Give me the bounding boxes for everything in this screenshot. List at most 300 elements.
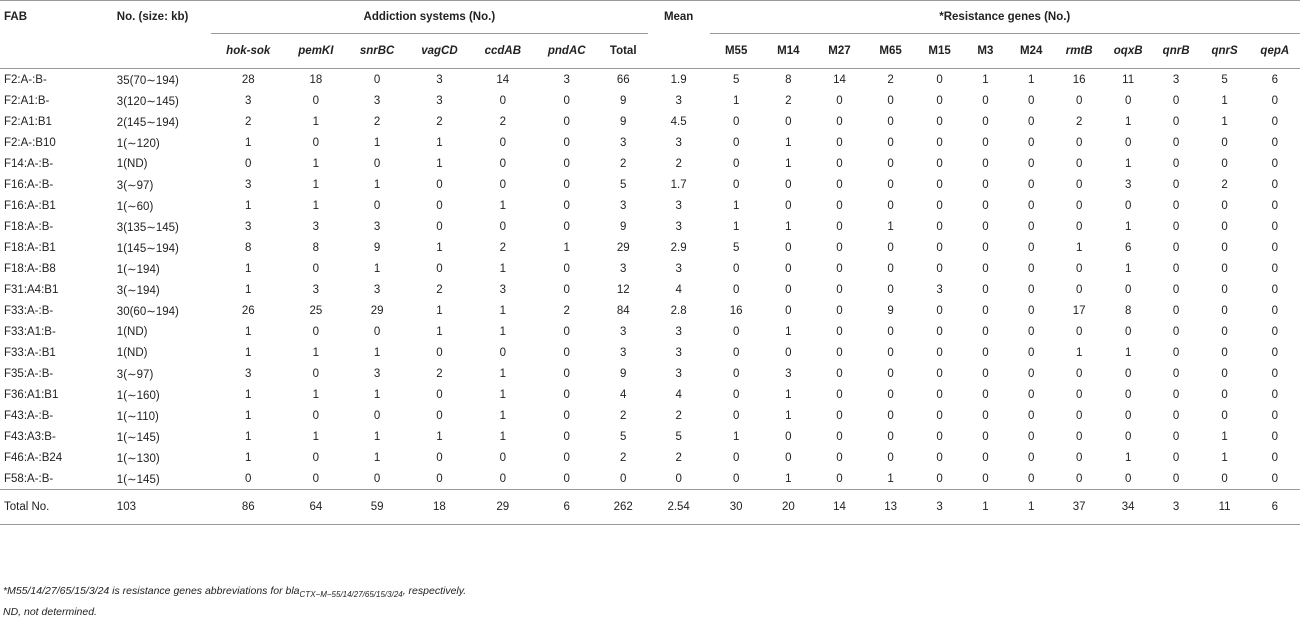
cell-addiction: 0 [499,220,506,233]
cell-mean: 2.9 [670,241,687,254]
cell-resistance: 1 [732,430,740,443]
cell-resistance: 0 [732,388,740,401]
header-resistance-M24: M24 [1008,34,1055,69]
cell-mean: 2 [675,451,682,464]
cell-mean: 3 [675,199,682,212]
cell-fab: F33:A-:B- [4,304,54,317]
cell-resistance: 0 [936,178,943,191]
cell-resistance: 0 [732,283,740,296]
cell-resistance: 0 [1028,283,1035,296]
cell-resistance: 0 [785,283,792,296]
cell-resistance: 0 [785,115,792,128]
cell-resistance: 0 [887,325,894,338]
cell-resistance: 0 [836,325,843,338]
cell-total: 9 [620,94,627,107]
cell-no: 3(∼97) [116,368,154,381]
cell-resistance: 0 [836,472,843,485]
cell-addiction: 3 [373,220,381,233]
cell-resistance: 0 [1124,136,1132,149]
cell-addiction: 1 [245,199,252,212]
cell-resistance: 0 [1075,325,1083,338]
cell-resistance: 0 [1172,199,1180,212]
cell-addiction: 0 [312,472,320,485]
cell-resistance: 0 [1075,388,1083,401]
cell-resistance: 0 [1028,325,1035,338]
cell-total: 66 [616,73,630,86]
cell-resistance: 3 [1172,73,1180,86]
cell-resistance: 0 [836,136,843,149]
cell-mean: 2 [675,409,682,422]
cell-resistance: 6 [1124,241,1132,254]
totals-total: 262 [599,490,648,525]
cell-resistance: 8 [785,73,792,86]
cell-resistance: 0 [1124,325,1132,338]
cell-resistance: 11 [1122,73,1135,86]
cell-resistance: 0 [1028,472,1035,485]
cell-resistance: 1 [1221,430,1228,443]
totals-row [0,490,1300,525]
cell-addiction: 0 [563,430,570,443]
totals-addiction: 86 [211,490,286,525]
totals-no: 103 [111,490,211,525]
cell-resistance: 0 [1271,241,1278,254]
cell-resistance: 0 [982,157,989,170]
cell-resistance: 0 [1221,409,1228,422]
cell-resistance: 0 [936,199,943,212]
header-resistance-qnrS: qnrS [1200,34,1250,69]
cell-no: 3(135∼145) [116,221,179,234]
header-resistance-M27: M27 [814,34,865,69]
cell-addiction: 1 [312,178,320,191]
cell-resistance: 0 [1221,220,1228,233]
header-mean: Mean [648,1,710,34]
cell-fab: F35:A-:B- [4,367,54,380]
cell-addiction: 0 [436,262,443,275]
cell-resistance: 0 [887,451,894,464]
cell-fab: F18:A-:B- [4,220,54,233]
cell-addiction: 1 [373,451,381,464]
cell-resistance: 0 [785,262,792,275]
cell-resistance: 0 [1172,262,1180,275]
cell-resistance: 0 [982,262,989,275]
cell-mean: 1.7 [670,178,687,191]
cell-resistance: 0 [1075,220,1083,233]
cell-resistance: 0 [936,262,943,275]
cell-addiction: 1 [499,388,506,401]
cell-resistance: 0 [1271,157,1278,170]
cell-addiction: 1 [312,346,320,359]
cell-resistance: 0 [836,262,843,275]
cell-resistance: 0 [1028,94,1035,107]
cell-total: 4 [620,388,627,401]
cell-resistance: 8 [1124,304,1132,317]
cell-addiction: 0 [499,178,506,191]
cell-resistance: 2 [1221,178,1228,191]
table-row [0,468,1300,490]
cell-resistance: 0 [732,136,740,149]
table-row [0,342,1300,363]
cell-resistance: 0 [785,304,792,317]
cell-addiction: 3 [245,220,252,233]
cell-total: 2 [620,157,627,170]
cell-no: 1(∼120) [116,137,160,150]
cell-addiction: 1 [373,136,381,149]
cell-addiction: 0 [563,178,570,191]
cell-resistance: 0 [732,157,740,170]
table-row [0,195,1300,216]
cell-resistance: 0 [836,451,843,464]
cell-resistance: 0 [836,115,843,128]
cell-mean: 3 [675,346,682,359]
cell-resistance: 0 [836,304,843,317]
cell-resistance: 1 [1075,346,1083,359]
cell-addiction: 0 [499,157,506,170]
cell-total: 3 [620,262,627,275]
cell-mean: 3 [675,220,682,233]
header-resistance-rmtB: rmtB [1055,34,1104,69]
cell-resistance: 9 [887,304,894,317]
cell-no: 1(∼194) [116,263,160,276]
cell-resistance: 0 [836,178,843,191]
cell-resistance: 0 [887,262,894,275]
cell-resistance: 0 [1221,388,1228,401]
cell-resistance: 0 [1075,283,1083,296]
cell-addiction: 0 [499,346,506,359]
cell-addiction: 0 [436,346,443,359]
cell-no: 1(ND) [116,157,148,170]
cell-resistance: 0 [1172,367,1180,380]
cell-addiction: 1 [499,409,506,422]
cell-resistance: 0 [936,367,943,380]
cell-addiction: 0 [436,388,443,401]
cell-resistance: 0 [887,430,894,443]
cell-mean: 3 [675,325,682,338]
cell-mean: 0 [675,472,682,485]
cell-addiction: 1 [436,304,443,317]
cell-resistance: 1 [785,325,792,338]
cell-addiction: 1 [312,199,320,212]
cell-addiction: 1 [245,409,252,422]
cell-resistance: 0 [887,346,894,359]
cell-resistance: 0 [936,430,943,443]
cell-resistance: 0 [1271,325,1278,338]
cell-no: 1(∼130) [116,452,160,465]
cell-resistance: 0 [836,199,843,212]
table-row [0,216,1300,237]
cell-addiction: 0 [373,325,381,338]
cell-resistance: 0 [1172,115,1180,128]
cell-addiction: 0 [499,451,506,464]
cell-resistance: 0 [1028,367,1035,380]
cell-no: 3(∼194) [116,284,160,297]
totals-resistance: 3 [1153,490,1200,525]
cell-resistance: 0 [1172,409,1180,422]
cell-addiction: 0 [436,199,443,212]
cell-fab: F18:A-:B8 [4,262,56,275]
cell-addiction: 0 [563,283,570,296]
cell-addiction: 3 [373,367,381,380]
cell-addiction: 2 [499,115,506,128]
cell-total: 3 [620,136,627,149]
cell-resistance: 0 [982,241,989,254]
cell-fab: F2:A1:B- [4,94,50,107]
cell-resistance: 0 [732,262,740,275]
cell-resistance: 0 [1075,451,1083,464]
cell-addiction: 0 [563,388,570,401]
cell-addiction: 0 [312,367,320,380]
table-row [0,426,1300,447]
cell-resistance: 0 [1271,115,1278,128]
cell-resistance: 0 [1124,388,1132,401]
cell-resistance: 0 [1172,304,1180,317]
cell-resistance: 0 [887,199,894,212]
cell-no: 1(∼145) [116,473,160,486]
cell-resistance: 1 [1124,262,1132,275]
cell-no: 2(145∼194) [116,116,179,129]
cell-resistance: 0 [1271,283,1278,296]
header-addiction-ccdAB: ccdAB [471,34,535,69]
cell-resistance: 0 [982,283,989,296]
cell-resistance: 1 [785,220,792,233]
cell-resistance: 0 [836,367,843,380]
cell-resistance: 0 [836,283,843,296]
cell-resistance: 0 [1075,367,1083,380]
cell-resistance: 0 [936,115,943,128]
cell-resistance: 0 [1271,136,1278,149]
cell-resistance: 0 [1028,388,1035,401]
header-resistance-M14: M14 [763,34,814,69]
cell-resistance: 0 [836,430,843,443]
cell-resistance: 1 [1221,115,1228,128]
cell-resistance: 0 [1271,346,1278,359]
cell-resistance: 0 [887,115,894,128]
table-row [0,258,1300,279]
cell-resistance: 0 [1075,94,1083,107]
header-fab: FAB [0,1,111,34]
cell-resistance: 0 [982,178,989,191]
cell-addiction: 1 [499,325,506,338]
cell-fab: F31:A4:B1 [4,283,59,296]
cell-addiction: 26 [241,304,255,317]
cell-resistance: 0 [936,220,943,233]
cell-resistance: 0 [1172,241,1180,254]
cell-resistance: 1 [1221,451,1228,464]
table-row [0,363,1300,384]
cell-resistance: 0 [1271,472,1278,485]
header-addiction-hok-sok: hok-sok [211,34,286,69]
cell-fab: F58:A-:B- [4,472,54,485]
cell-resistance: 1 [732,199,740,212]
cell-no: 3(120∼145) [116,95,179,108]
cell-resistance: 0 [1172,94,1180,107]
cell-addiction: 1 [312,388,320,401]
cell-resistance: 0 [936,325,943,338]
cell-addiction: 0 [563,220,570,233]
cell-resistance: 0 [1221,136,1228,149]
cell-addiction: 0 [499,136,506,149]
cell-resistance: 0 [1172,451,1180,464]
cell-addiction: 0 [312,94,320,107]
cell-addiction: 0 [563,346,570,359]
header-addiction: Addiction systems (No.) [211,1,648,34]
header-addiction-pndAC: pndAC [535,34,599,69]
cell-resistance: 0 [1271,262,1278,275]
cell-resistance: 0 [785,241,792,254]
cell-addiction: 1 [436,430,443,443]
cell-addiction: 18 [309,73,323,86]
cell-resistance: 1 [1075,241,1083,254]
cell-addiction: 3 [312,283,320,296]
cell-addiction: 1 [245,136,252,149]
cell-addiction: 2 [373,115,381,128]
cell-addiction: 0 [563,157,570,170]
cell-fab: F16:A-:B1 [4,199,56,212]
totals-mean: 2.54 [648,490,710,525]
cell-total: 2 [620,451,627,464]
cell-addiction: 3 [245,178,252,191]
cell-fab: F2:A-:B10 [4,136,56,149]
cell-resistance: 3 [936,283,943,296]
cell-addiction: 0 [312,451,320,464]
cell-resistance: 0 [1028,241,1035,254]
cell-resistance: 0 [1124,367,1132,380]
table-row [0,300,1300,321]
cell-fab: F16:A-:B- [4,178,54,191]
cell-resistance: 1 [1124,220,1132,233]
cell-resistance: 0 [982,409,989,422]
cell-total: 3 [620,325,627,338]
cell-resistance: 16 [729,304,743,317]
cell-resistance: 0 [887,136,894,149]
cell-addiction: 1 [312,115,320,128]
cell-mean: 3 [675,367,682,380]
cell-resistance: 0 [1172,325,1180,338]
cell-resistance: 0 [1028,136,1035,149]
cell-resistance: 5 [732,73,740,86]
cell-addiction: 1 [499,430,506,443]
cell-mean: 1.9 [670,73,687,86]
cell-addiction: 0 [563,472,570,485]
cell-resistance: 0 [732,178,740,191]
cell-resistance: 2 [785,94,792,107]
cell-addiction: 0 [563,325,570,338]
cell-resistance: 1 [785,388,792,401]
cell-resistance: 0 [1028,409,1035,422]
cell-resistance: 2 [887,73,894,86]
cell-resistance: 0 [836,241,843,254]
cell-fab: F43:A-:B- [4,409,54,422]
totals-resistance: 6 [1250,490,1300,525]
cell-resistance: 0 [836,94,843,107]
cell-resistance: 0 [1221,241,1228,254]
cell-addiction: 1 [373,346,381,359]
cell-addiction: 1 [312,430,320,443]
cell-addiction: 0 [563,136,570,149]
cell-addiction: 1 [245,451,252,464]
cell-resistance: 0 [1172,346,1180,359]
cell-resistance: 0 [1075,178,1083,191]
cell-resistance: 0 [1075,199,1083,212]
cell-resistance: 0 [936,94,943,107]
cell-resistance: 0 [1271,220,1278,233]
table-row [0,447,1300,468]
cell-total: 12 [616,283,630,296]
cell-resistance: 0 [1221,283,1228,296]
cell-addiction: 0 [563,451,570,464]
cell-resistance: 0 [836,220,843,233]
cell-resistance: 0 [1172,220,1180,233]
cell-resistance: 5 [1221,73,1228,86]
totals-addiction: 59 [346,490,408,525]
totals-resistance: 20 [763,490,814,525]
cell-addiction: 1 [245,346,252,359]
cell-addiction: 2 [436,115,443,128]
cell-addiction: 1 [436,241,443,254]
cell-resistance: 0 [936,241,943,254]
cell-fab: F46:A-:B24 [4,451,63,464]
cell-resistance: 0 [1172,178,1180,191]
header-resistance-M3: M3 [963,34,1008,69]
cell-addiction: 29 [370,304,384,317]
header-resistance-M55: M55 [710,34,763,69]
cell-resistance: 1 [732,220,740,233]
header-resistance: *Resistance genes (No.) [710,1,1300,34]
cell-resistance: 0 [982,136,989,149]
cell-total: 29 [616,241,630,254]
cell-resistance: 0 [1028,178,1035,191]
cell-addiction: 14 [496,73,510,86]
cell-resistance: 0 [887,367,894,380]
table-row [0,321,1300,342]
cell-resistance: 0 [1221,199,1228,212]
totals-addiction: 18 [408,490,471,525]
cell-addiction: 3 [245,367,252,380]
cell-addiction: 0 [436,472,443,485]
cell-resistance: 0 [732,346,740,359]
cell-resistance: 0 [836,409,843,422]
cell-resistance: 0 [936,346,943,359]
cell-addiction: 28 [241,73,255,86]
cell-resistance: 1 [887,220,894,233]
cell-addiction: 2 [563,304,570,317]
cell-resistance: 0 [1028,220,1035,233]
cell-no: 1(∼60) [116,200,154,213]
cell-resistance: 0 [1172,283,1180,296]
cell-resistance: 0 [1271,367,1278,380]
header-addiction-pemKI: pemKI [286,34,347,69]
table-row [0,384,1300,405]
cell-mean: 2.8 [670,304,687,317]
cell-fab: F18:A-:B1 [4,241,56,254]
cell-resistance: 0 [836,157,843,170]
cell-resistance: 0 [1028,430,1035,443]
cell-total: 0 [620,472,627,485]
cell-addiction: 1 [245,325,252,338]
cell-resistance: 0 [1124,472,1132,485]
cell-addiction: 3 [563,73,570,86]
cell-no: 1(∼160) [116,389,160,402]
cell-resistance: 1 [1124,115,1132,128]
cell-resistance: 0 [982,388,989,401]
cell-total: 3 [620,346,627,359]
cell-addiction: 8 [245,241,252,254]
cell-resistance: 0 [1271,178,1278,191]
cell-addiction: 2 [436,283,443,296]
cell-resistance: 1 [1221,94,1228,107]
cell-addiction: 8 [312,241,320,254]
cell-resistance: 3 [1124,178,1132,191]
header-total: Total [599,34,648,69]
